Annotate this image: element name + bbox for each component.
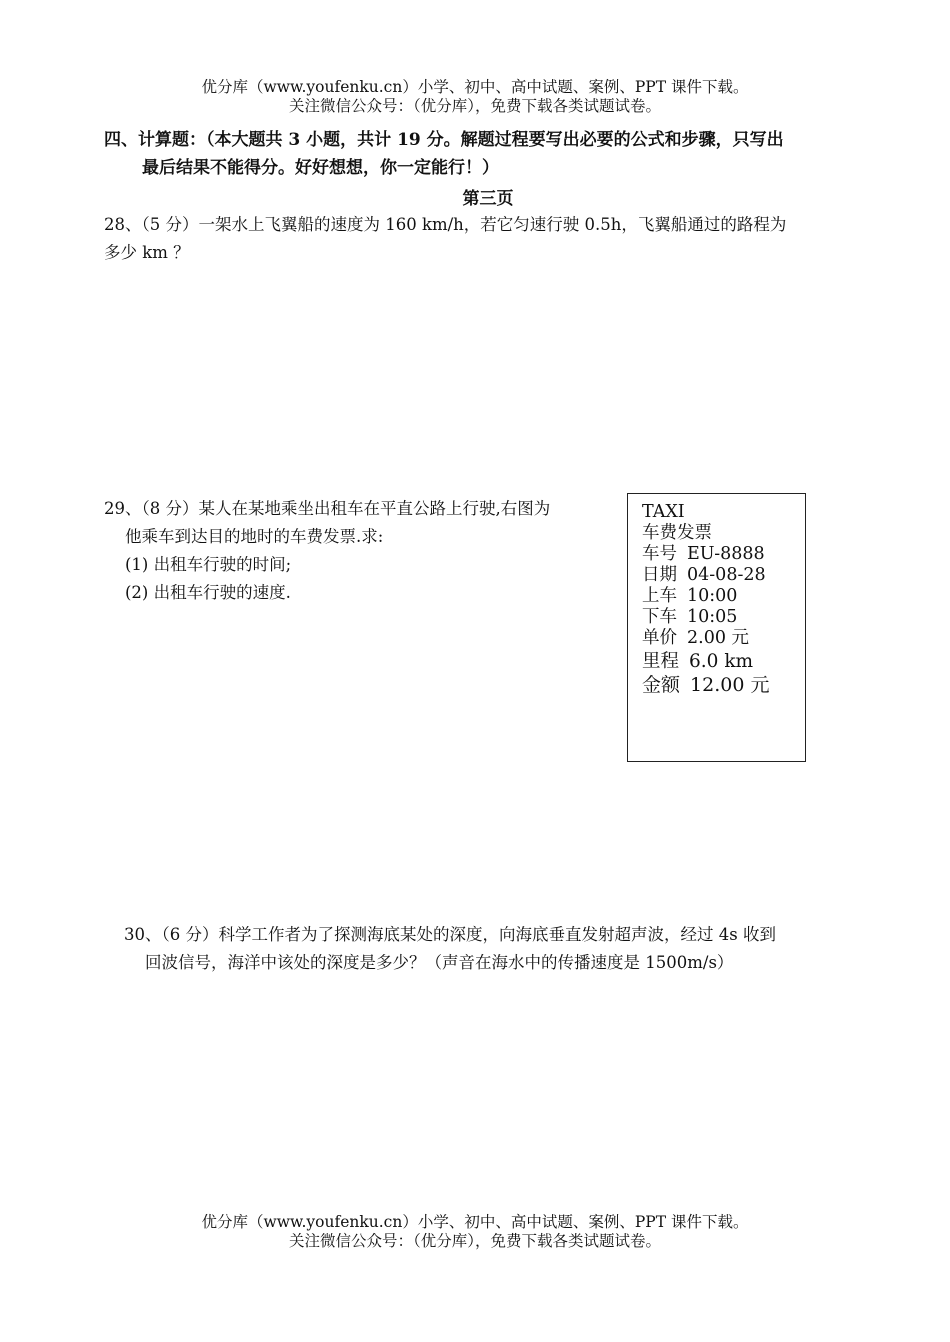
receipt-label: 金额 xyxy=(642,674,681,696)
receipt-row-alight xyxy=(642,607,737,628)
receipt-value: 2.00 元 xyxy=(687,628,750,648)
question-29-item-1: (1) 出租车行驶的时间; xyxy=(125,555,292,574)
receipt-label: 单价 xyxy=(642,628,677,648)
receipt-label: 里程 xyxy=(642,651,680,672)
receipt-row-date xyxy=(642,565,766,586)
receipt-value: 04-08-28 xyxy=(687,565,766,585)
receipt-row-amount xyxy=(642,675,769,696)
receipt-row-plate xyxy=(642,544,765,565)
taxi-receipt xyxy=(627,493,806,762)
question-29-item-2: (2) 出租车行驶的速度. xyxy=(125,583,291,602)
receipt-row-mileage xyxy=(642,651,753,672)
receipt-value: EU-8888 xyxy=(687,544,765,564)
header-line-1: 优分库（www.youfenku.cn）小学、初中、高中试题、案例、PPT 课件下载。 xyxy=(201,78,749,96)
receipt-row-board xyxy=(642,586,737,607)
header-line-2: 关注微信公众号：（优分库），免费下载各类试题试卷。 xyxy=(288,97,661,115)
question-29-line-2: 他乘车到达目的地时的车费发票.求: xyxy=(125,527,384,546)
footer-line-1: 优分库（www.youfenku.cn）小学、初中、高中试题、案例、PPT 课件下载。 xyxy=(201,1213,749,1231)
question-29-line-1: 29、（8 分）某人在某地乘坐出租车在平直公路上行驶,右图为 xyxy=(104,499,551,518)
section-heading xyxy=(104,126,884,182)
question-28-line-1: 28、（5 分）一架水上飞翼船的速度为 160 km/h，若它匀速行驶 0.5h，飞翼船通过的路程为 xyxy=(104,215,787,234)
footer-line-2: 关注微信公众号：（优分库），免费下载各类试题试卷。 xyxy=(288,1232,661,1250)
question-28-line-2: 多少 km ？ xyxy=(104,243,190,262)
receipt-label: 上车 xyxy=(642,586,677,606)
receipt-label: 车号 xyxy=(642,544,677,564)
question-28 xyxy=(104,211,884,267)
question-30 xyxy=(124,921,884,977)
question-29 xyxy=(104,495,624,607)
receipt-row-unit-price xyxy=(642,628,749,649)
receipt-value: 6.0 km xyxy=(689,651,754,672)
receipt-value: 12.00 元 xyxy=(690,674,770,696)
question-30-line-2: 回波信号，海洋中该处的深度是多少？（声音在海水中的传播速度是 1500m/s） xyxy=(145,953,734,972)
receipt-value: 10:00 xyxy=(687,586,738,606)
question-30-line-1: 30、（6 分）科学工作者为了探测海底某处的深度，向海底垂直发射超声波，经过 4s 收到 xyxy=(124,925,776,944)
receipt-title: TAXI xyxy=(642,502,685,522)
section-heading-line-1: 四、计算题：（本大题共 3 小题，共计 19 分。解题过程要写出必要的公式和步骤，只写出 xyxy=(104,130,784,150)
receipt-subtitle: 车费发票 xyxy=(642,523,712,543)
section-heading-line-2: 最后结果不能得分。好好想想，你一定能行！） xyxy=(142,158,499,178)
receipt-label: 下车 xyxy=(642,607,677,627)
receipt-value: 10:05 xyxy=(687,607,738,627)
receipt-label: 日期 xyxy=(642,565,677,585)
page-title: 第三页 xyxy=(462,189,514,209)
